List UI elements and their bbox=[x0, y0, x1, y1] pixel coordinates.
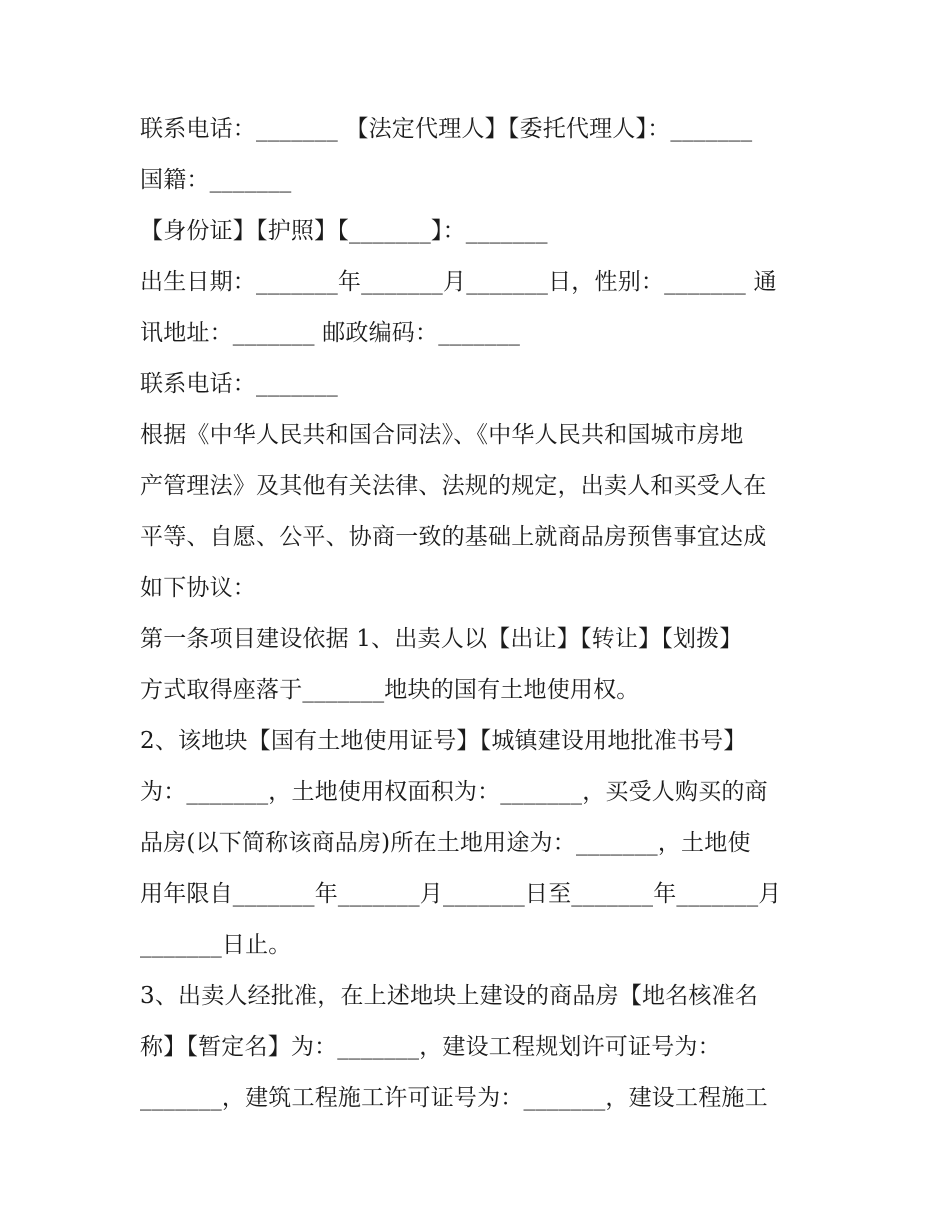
text-line: 国籍：_______ bbox=[140, 167, 292, 193]
text-line: 讯地址：_______ 邮政编码：_______ bbox=[140, 320, 521, 346]
text-line: 用年限自_______年_______月_______日至_______年_______月 bbox=[140, 881, 782, 907]
text-line: _______，建筑工程施工许可证号为：_______，建设工程施工 bbox=[140, 1085, 768, 1111]
text-line: 联系电话：_______ 【法定代理人】【委托代理人】：_______ bbox=[140, 116, 753, 142]
text-line: 联系电话：_______ bbox=[140, 371, 338, 397]
text-line: 【身份证】【护照】【_______】：_______ bbox=[140, 218, 548, 244]
text-line: 2、该地块【国有土地使用证号】【城镇建设用地批准书号】 bbox=[140, 728, 747, 754]
text-line: 出生日期：_______年_______月_______日，性别：_______ 通 bbox=[140, 269, 777, 295]
text-line: _______日止。 bbox=[140, 932, 292, 958]
text-line: 3、出卖人经批准，在上述地块上建设的商品房【地名核准名 bbox=[140, 983, 759, 1009]
text-line: 品房(以下简称该商品房)所在土地用途为：_______，土地使 bbox=[140, 830, 751, 856]
text-line: 根据《中华人民共和国合同法》、《中华人民共和国城市房地 bbox=[140, 422, 744, 448]
text-line: 第一条项目建设依据 1、出卖人以【出让】【转让】【划拨】 bbox=[140, 626, 743, 652]
text-line: 如下协议： bbox=[140, 575, 256, 601]
document-body bbox=[140, 104, 820, 1124]
text-line: 产管理法》及其他有关法律、法规的规定，出卖人和买受人在 bbox=[140, 473, 767, 499]
text-line: 为：_______，土地使用权面积为：_______，买受人购买的商 bbox=[140, 779, 768, 805]
text-line: 平等、自愿、公平、协商一致的基础上就商品房预售事宜达成 bbox=[140, 524, 767, 550]
text-line: 称】【暂定名】为：_______，建设工程规划许可证号为： bbox=[140, 1034, 721, 1060]
text-line: 方式取得座落于_______地块的国有土地使用权。 bbox=[140, 677, 640, 703]
